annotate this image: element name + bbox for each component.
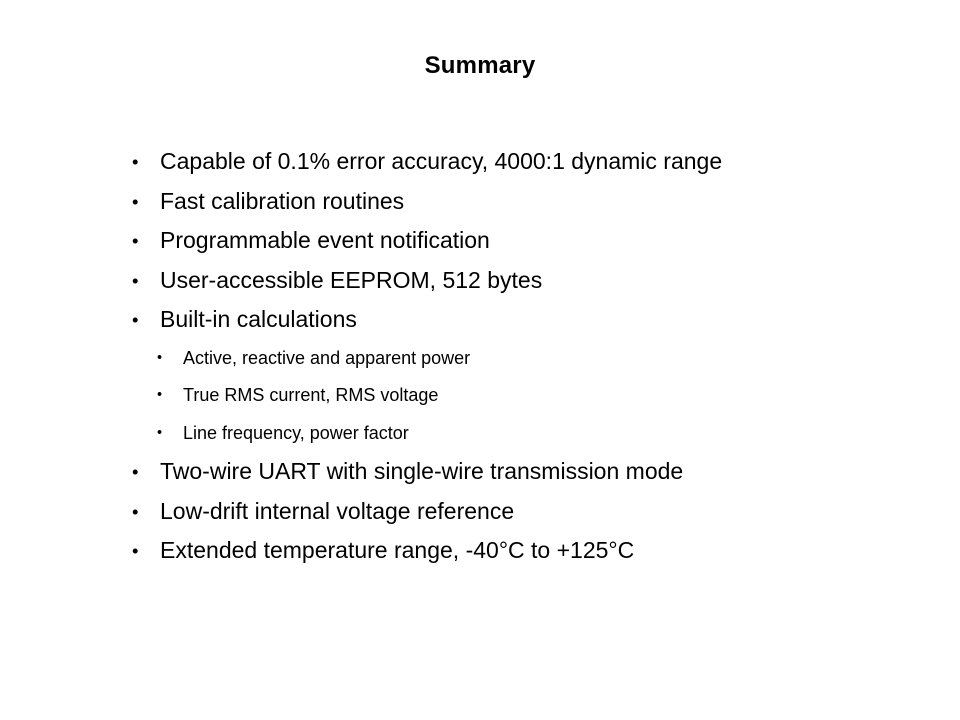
bullet-item-temperature-range (130, 531, 890, 571)
bullet-text: User-accessible EEPROM, 512 bytes (160, 266, 543, 293)
bullet-item-eeprom (130, 261, 890, 301)
sub-bullet-item-power (130, 340, 890, 378)
bullet-text: Programmable event notification (160, 227, 490, 253)
bullet-dot-icon: • (132, 151, 139, 172)
bullet-list (130, 142, 890, 571)
bullet-item-voltage-reference (130, 492, 890, 532)
bullet-text: Two-wire UART with single-wire transmission mode (160, 458, 684, 484)
sub-bullet-item-frequency (130, 415, 890, 453)
bullet-item-accuracy (130, 142, 890, 182)
bullet-dot-icon: • (157, 349, 163, 366)
bullet-dot-icon: • (132, 500, 139, 522)
sub-bullet-item-rms (130, 377, 890, 415)
sub-bullet-text: Active, reactive and apparent power (183, 347, 471, 368)
bullet-dot-icon: • (132, 269, 139, 291)
bullet-item-event-notification (130, 221, 890, 261)
bullet-text: Extended temperature range, -40°C to +125°C (160, 537, 635, 563)
bullet-dot-icon: • (132, 309, 139, 330)
sub-bullet-text: True RMS current, RMS voltage (183, 385, 439, 405)
bullet-text: Low-drift internal voltage reference (160, 497, 515, 524)
bullet-dot-icon: • (132, 230, 139, 251)
bullet-text: Built-in calculations (160, 306, 357, 332)
slide-title: Summary (424, 52, 536, 79)
bullet-item-calibration (130, 182, 890, 222)
bullet-text: Capable of 0.1% error accuracy, 4000:1 dynamic range (160, 148, 723, 174)
bullet-dot-icon: • (132, 461, 139, 482)
bullet-dot-icon: • (132, 190, 139, 212)
bullet-dot-icon: • (132, 540, 139, 561)
bullet-item-uart (130, 452, 890, 492)
bullet-dot-icon: • (157, 387, 163, 403)
bullet-dot-icon: • (157, 424, 163, 441)
bullet-text: Fast calibration routines (160, 187, 405, 214)
sub-bullet-text: Line frequency, power factor (183, 422, 409, 443)
bullet-item-calculations (130, 300, 890, 340)
